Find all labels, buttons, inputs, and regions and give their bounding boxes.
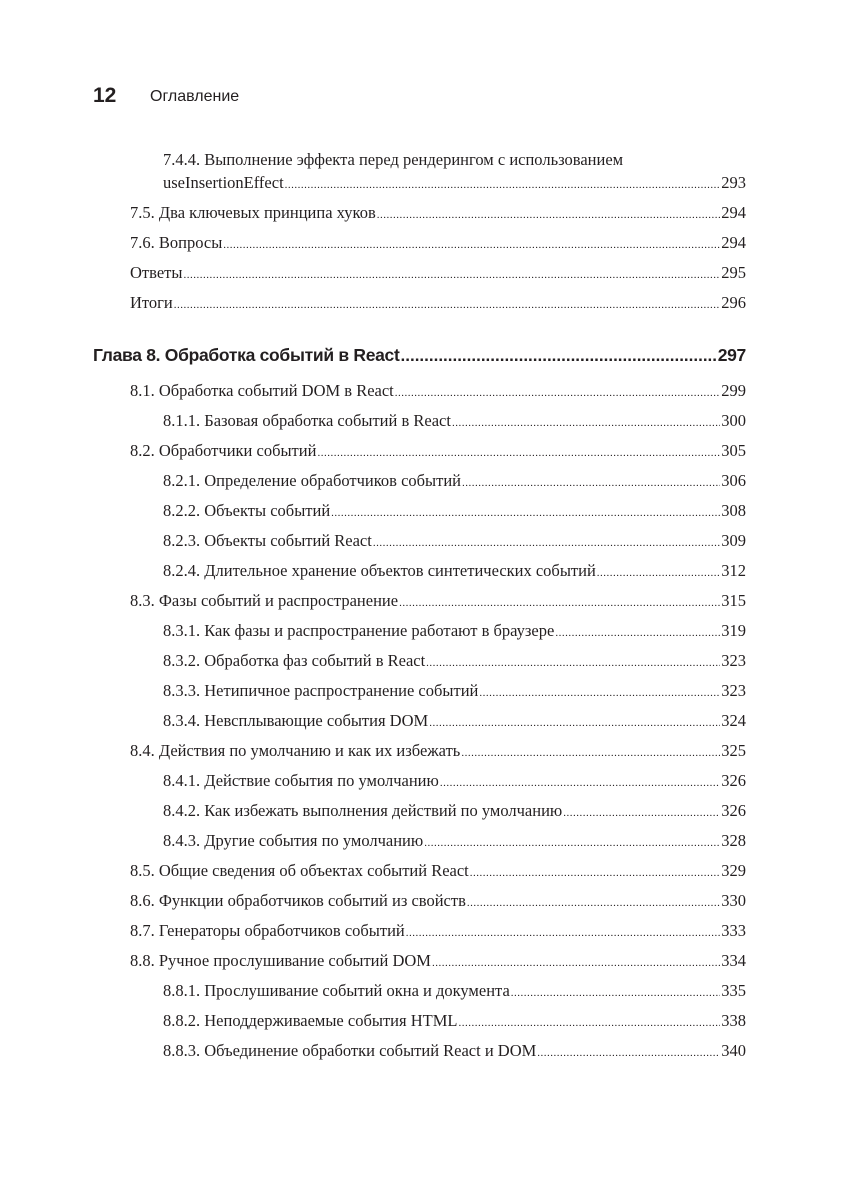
running-title: Оглавление [150,88,240,105]
toc-entry-title: 8.2.2. Объекты событий [163,501,331,520]
toc-entry-page: 300 [721,411,746,430]
toc-entry-page: 312 [721,561,746,580]
toc-entry[interactable] [130,586,746,616]
dot-leader [462,466,720,498]
toc-entry-title: 8.1. Обработка событий DOM в React [130,381,394,400]
toc-entry-title: 8.5. Общие сведения об объектах событий React [130,861,469,880]
toc-entry-page: 323 [721,681,746,700]
dot-leader [424,826,720,858]
toc-entry[interactable] [163,496,746,526]
toc-entry-title: 8.8.2. Неподдерживаемые события HTML [163,1011,458,1030]
dot-leader [285,171,721,197]
dot-leader [395,376,720,408]
dot-leader [223,228,720,260]
toc-entry[interactable] [163,1006,746,1036]
dot-leader [432,946,720,978]
toc-entry-title: 8.3.1. Как фазы и распространение работают в браузере [163,621,555,640]
toc-entry-page: 323 [721,651,746,670]
toc-entry[interactable] [163,706,746,736]
toc-entry-page: 319 [721,621,746,640]
dot-leader [406,916,721,948]
toc-entry-page: 324 [721,711,746,730]
toc-entry[interactable] [163,466,746,496]
toc-entry[interactable] [130,886,746,916]
dot-leader [511,976,720,1008]
dot-leader [563,796,720,828]
toc-entry-title: 8.4.3. Другие события по умолчанию [163,831,424,850]
dot-leader [174,288,720,320]
toc-entry[interactable] [163,646,746,676]
toc-entry-title: 8.3.3. Нетипичное распространение событий [163,681,479,700]
dot-leader [597,556,720,588]
dot-leader [452,406,720,438]
toc-entry-title: 8.2.4. Длительное хранение объектов синтетических событий [163,561,596,580]
toc-entry-page: 295 [721,263,746,282]
toc-chapter[interactable] [93,340,746,370]
dot-leader [470,856,720,888]
toc-entry[interactable] [130,916,746,946]
toc-entry-title: 8.1.1. Базовая обработка событий в React [163,411,451,430]
toc-entry-title: 8.4. Действия по умолчанию и как их избежать [130,741,461,760]
toc-entry-page: 305 [721,441,746,460]
toc-entry[interactable] [163,526,746,556]
toc-entry[interactable] [163,148,746,197]
dot-leader [331,496,720,528]
toc-entry-title: 8.2.3. Объекты событий React [163,531,372,550]
toc-entry[interactable] [130,198,746,228]
toc-entry[interactable] [163,766,746,796]
toc-entry-page: 306 [721,471,746,490]
dot-leader [317,436,720,468]
toc-entry-title: 8.4.1. Действие события по умолчанию [163,771,439,790]
toc-entry[interactable] [130,946,746,976]
toc-entry-page: 294 [721,203,746,222]
toc-entry-page: 315 [721,591,746,610]
dot-leader [458,1006,720,1038]
toc-entry-page: 325 [721,741,746,760]
toc-entry[interactable] [163,976,746,1006]
toc-entry[interactable] [130,288,746,318]
toc-entry-title: 7.5. Два ключевых принципа хуков [130,203,376,222]
toc-entry-page: 335 [721,981,746,1000]
toc-entry-page: 326 [721,801,746,820]
toc-entry-page: 328 [721,831,746,850]
toc-entry[interactable] [163,406,746,436]
dot-leader [467,886,720,918]
toc-entry[interactable] [163,676,746,706]
toc-entry[interactable] [130,258,746,288]
toc-entry-page: 299 [721,381,746,400]
dot-leader [373,526,720,558]
toc-entry-page: 338 [721,1011,746,1030]
toc-entry[interactable] [130,436,746,466]
toc-entry[interactable] [130,856,746,886]
dot-leader [429,706,720,738]
toc-entry[interactable] [163,1036,746,1066]
dot-leader [440,766,720,798]
dot-leader [479,676,720,708]
toc-entry-page: 340 [721,1041,746,1060]
dot-leader [537,1036,720,1068]
toc-entry-page: 293 [721,173,746,192]
toc-entry-page: 334 [721,951,746,970]
toc-entry-title: 8.3.4. Невсплывающие события DOM [163,711,429,730]
toc-entry[interactable] [163,616,746,646]
toc-entry-title: 8.8.1. Прослушивание событий окна и документа [163,981,510,1000]
toc-entry-title: 8.2.1. Определение обработчиков событий [163,471,461,490]
chapter-page: 297 [717,345,746,365]
toc-entry-title: 7.4.4. Выполнение эффекта перед рендерингом с использованием [163,150,624,169]
dot-leader [401,340,717,371]
toc-entry[interactable] [130,376,746,406]
chapter-title: Глава 8. Обработка событий в React [93,345,400,365]
dot-leader [399,586,720,618]
dot-leader [183,258,720,290]
toc-entry[interactable] [163,796,746,826]
dot-leader [461,736,720,768]
toc-entry-title: Ответы [130,263,183,282]
page-number: 12 [93,84,117,107]
toc-entry-title: 8.3. Фазы событий и распространение [130,591,399,610]
toc-entry-page: 330 [721,891,746,910]
toc-entry-page: 308 [721,501,746,520]
toc-entry-title: 8.8.3. Объединение обработки событий React и DOM [163,1041,537,1060]
toc-entry[interactable] [130,228,746,258]
dot-leader [426,646,720,678]
toc-entry[interactable] [163,826,746,856]
toc-entry-title: 8.7. Генераторы обработчиков событий [130,921,405,940]
toc-entry-title: 8.2. Обработчики событий [130,441,317,460]
toc-entry-title: 8.3.2. Обработка фаз событий в React [163,651,426,670]
dot-leader [377,198,721,230]
dot-leader [555,616,720,648]
toc-entry-title: Итоги [130,293,173,312]
toc-entry-title: 7.6. Вопросы [130,233,223,252]
toc-entry-title-cont: useInsertionEffect [163,173,284,192]
toc-entry-page: 326 [721,771,746,790]
toc-entry-page: 294 [721,233,746,252]
toc-entry[interactable] [130,736,746,766]
toc-entry-page: 329 [721,861,746,880]
toc-entry[interactable] [163,556,746,586]
toc-entry-page: 333 [721,921,746,940]
toc-entry-page: 309 [721,531,746,550]
toc-entry-page: 296 [721,293,746,312]
toc-entry-title: 8.6. Функции обработчиков событий из свойств [130,891,466,910]
toc-entry-title: 8.8. Ручное прослушивание событий DOM [130,951,431,970]
toc-entry-title: 8.4.2. Как избежать выполнения действий по умолчанию [163,801,563,820]
